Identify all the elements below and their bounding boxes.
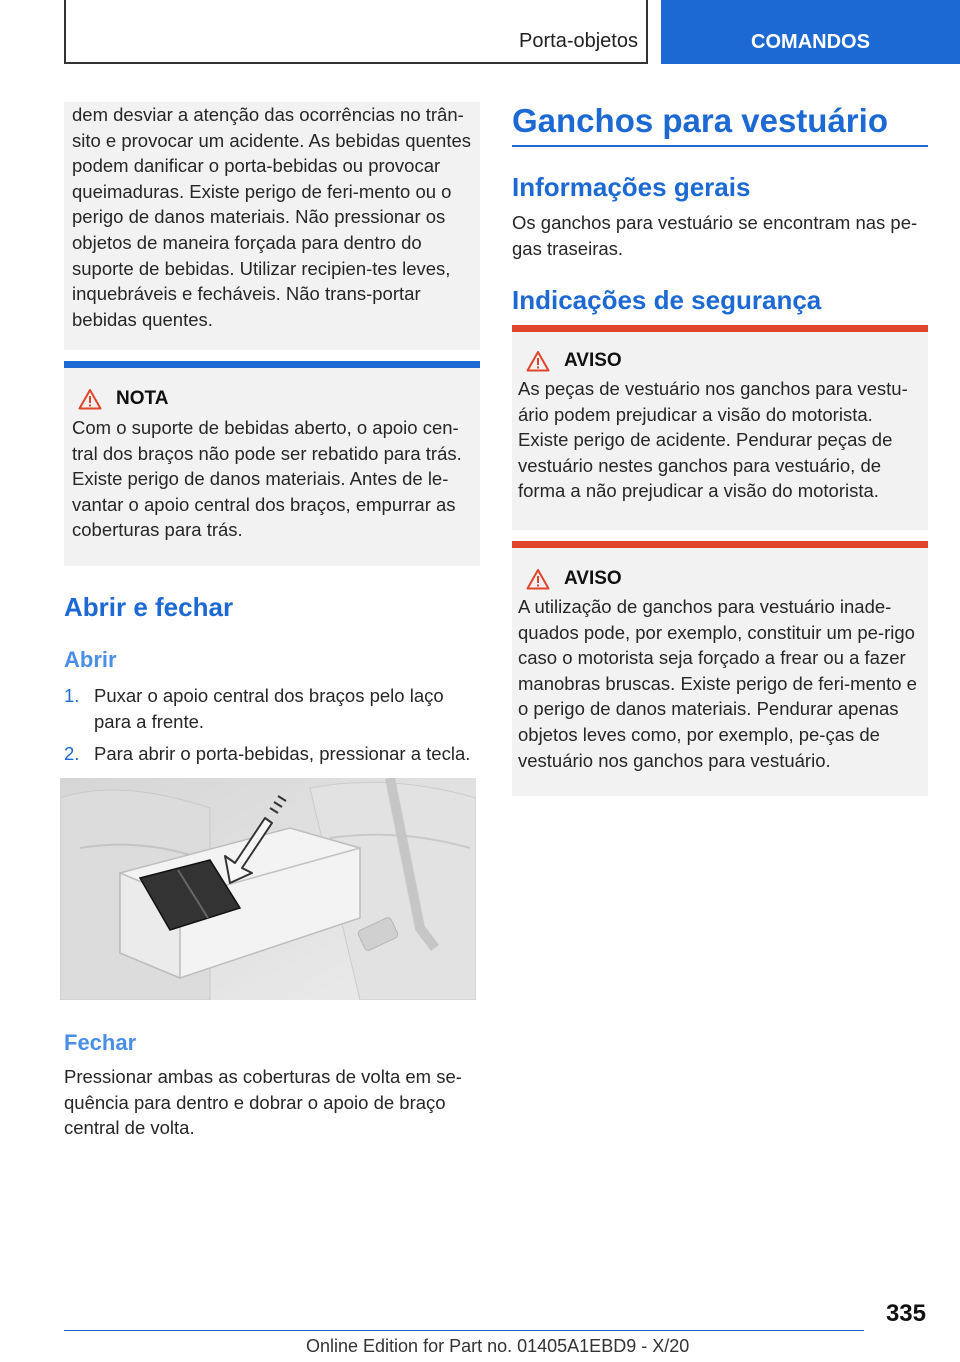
warning-triangle-icon (526, 568, 550, 590)
section-title-open-close: Abrir e fechar (64, 592, 234, 622)
footer-divider (64, 1330, 864, 1331)
notice-heading (78, 388, 472, 410)
warning-continuation-text: dem desviar a atenção das ocorrências no trân-sito e provocar um acidente. As bebidas quentes podem danificar o porta-bebidas ou provocar queimaduras. Existe perigo de feri-mento ou o perigo de danos materiais. Não pressionar os objetos de maneira forçada para dentro do suporte de bebidas. Utilizar recipien-tes leves, inquebráveis e fecháveis. Não trans-portar bebidas quentes. (72, 104, 472, 330)
notice-text: Com o suporte de bebidas aberto, o apoio cen-tral dos braços não pode ser rebatido para trás. Existe perigo de danos materiais. Antes de le-vantar o apoio central dos braços, empurrar as coberturas para trás. (72, 417, 462, 541)
footer-edition: Online Edition for Part no. 01405A1EBD9 - X/20 (306, 1336, 690, 1356)
subsection-title-open: Abrir (64, 647, 117, 672)
warning-bar (512, 541, 928, 548)
warning-bar (512, 325, 928, 332)
warning-heading (526, 350, 922, 372)
open-steps-list (64, 683, 480, 774)
general-text: Os ganchos para vestuário se encontram nas pe-gas traseiras. (512, 212, 918, 259)
warning-title: AVISO (564, 350, 622, 371)
section-title-safety: Indicações de segurança (512, 285, 822, 315)
warning-box (512, 332, 928, 530)
warning-text: A utilização de ganchos para vestuário inade-quados pode, por exemplo, constituir um pe-rigo caso o motorista seja forçado a frear ou a fazer manobras bruscas. Existe perigo de feri-mento e o perigo de danos materiais. Pendurar apenas objetos leves como, por exemplo, pe-ças de vestuário nos ganchos para vestuário. (518, 596, 917, 771)
notice-title: NOTA (116, 388, 169, 409)
warning-triangle-icon (526, 350, 550, 372)
notice-box (64, 368, 480, 566)
warning-text: As peças de vestuário nos ganchos para vestu-ário podem prejudicar a visão do motorista. Existe perigo de acidente. Pendurar peças de vestuário nestes ganchos para vestuário, de forma a não prejudicar a visão do motorista. (518, 378, 908, 502)
close-text: Pressionar ambas as coberturas de volta em se-quência para dentro e dobrar o apoio de braço central de volta. (64, 1066, 462, 1139)
armrest-illustration (60, 778, 476, 1000)
step-number: 1. (64, 685, 80, 706)
warning-title: AVISO (564, 568, 622, 589)
notice-bar (64, 361, 480, 368)
page-number: 335 (885, 1300, 926, 1327)
header-section-title: Porta-objetos (519, 30, 638, 52)
section-title-general: Informações gerais (512, 172, 751, 202)
title-divider (512, 145, 928, 147)
subsection-title-close: Fechar (64, 1030, 137, 1055)
page-title: Ganchos para vestuário (512, 102, 888, 139)
warning-heading (526, 568, 922, 590)
header-chapter-tab[interactable]: COMANDOS (661, 0, 960, 64)
warning-box (512, 548, 928, 796)
step-text: Para abrir o porta-bebidas, pressionar a tecla. (94, 743, 471, 765)
warning-continuation-box (64, 102, 480, 350)
armrest-cupholder-image (60, 778, 476, 1000)
warning-triangle-icon (78, 388, 102, 410)
step-text: Puxar o apoio central dos braços pelo laço para a frente. (94, 685, 444, 732)
step-number: 2. (64, 743, 80, 765)
list-item (64, 741, 480, 767)
list-item (64, 683, 480, 734)
